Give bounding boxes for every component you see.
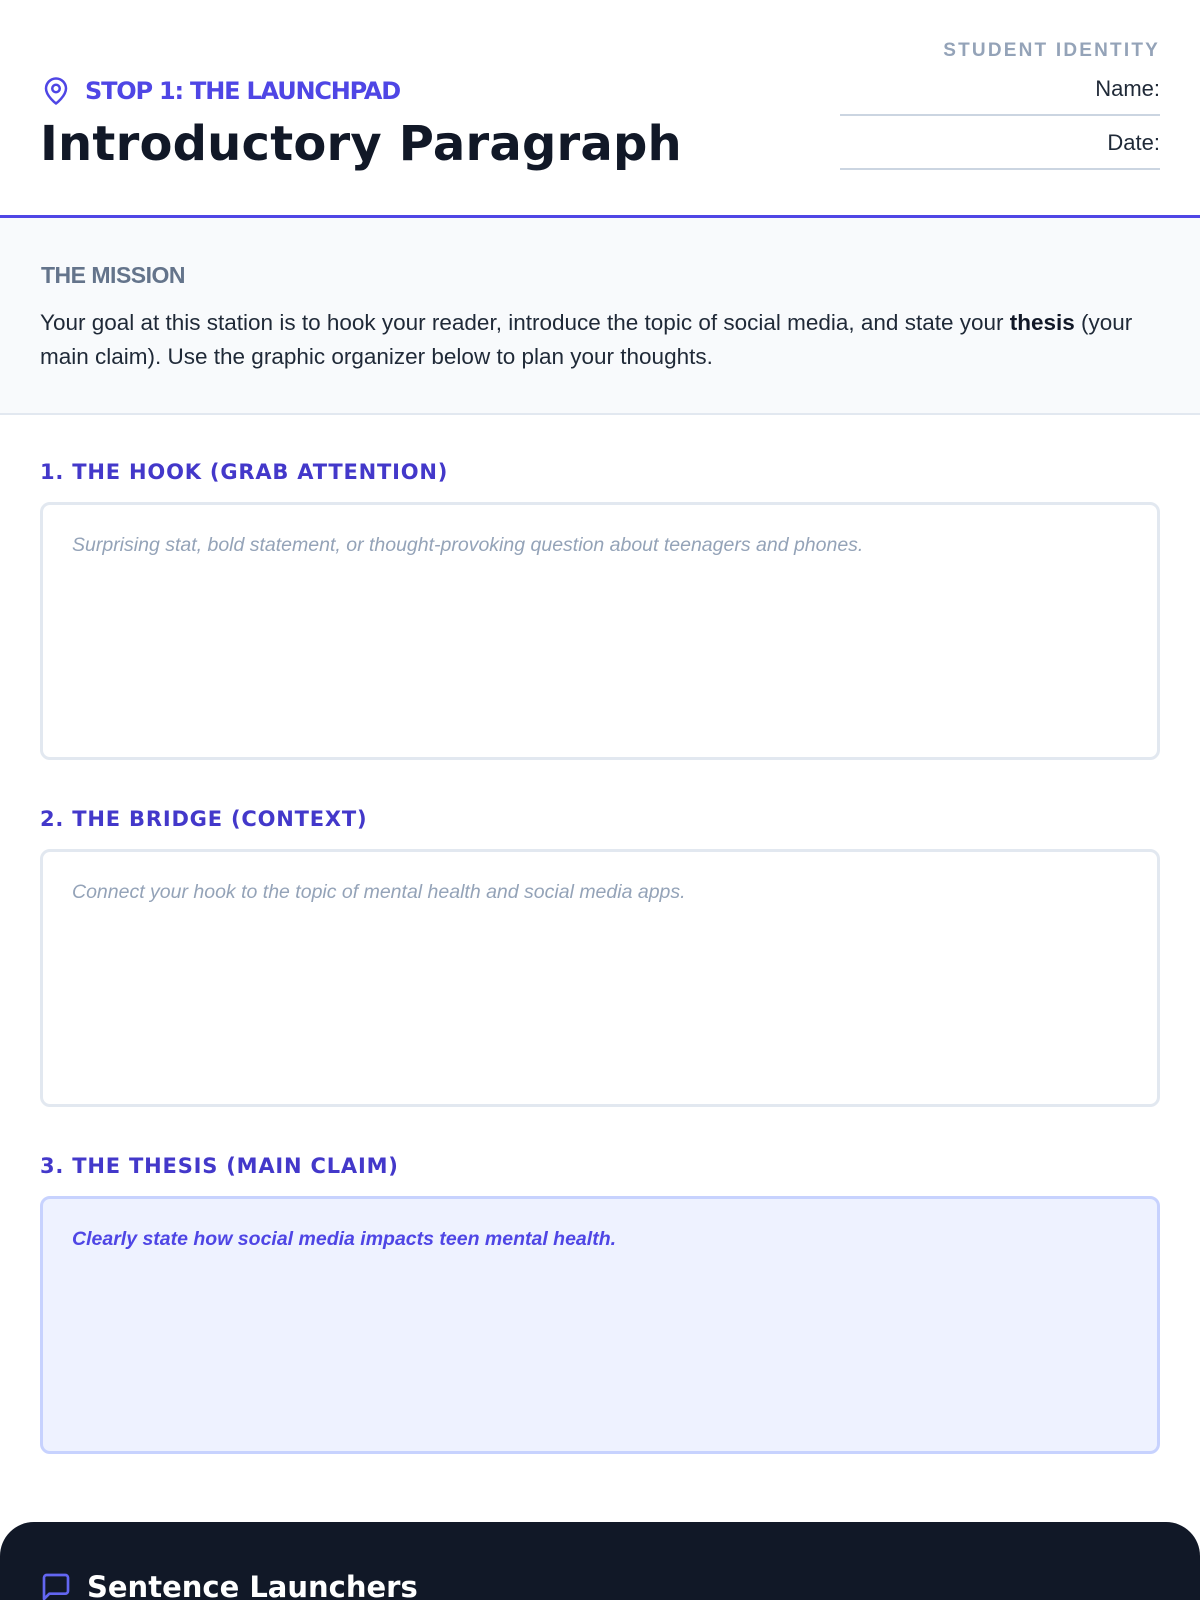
sentence-launchers-panel (0, 1522, 1200, 1600)
hook-placeholder: Surprising stat, bold statement, or thought-provoking question about teenagers and phones. (72, 534, 864, 556)
mission-text-part: Your goal at this station is to hook your reader, introduce the topic of social media, and state your (40, 310, 1010, 335)
mission-text (40, 306, 1160, 374)
bridge-label: 2. THE BRIDGE (CONTEXT) (40, 807, 368, 831)
stop-indicator (41, 75, 400, 107)
mission-panel (0, 218, 1200, 415)
page-header (0, 0, 1200, 218)
date-label: Date: (1107, 130, 1160, 155)
hook-textbox[interactable] (40, 502, 1160, 760)
bridge-textbox[interactable] (40, 849, 1160, 1107)
student-identity-label: STUDENT IDENTITY (943, 40, 1160, 61)
name-field[interactable] (840, 74, 1160, 116)
mission-text-part: (your main claim). Use the graphic organizer below to plan your thoughts. (40, 310, 1133, 369)
hook-label: 1. THE HOOK (GRAB ATTENTION) (40, 460, 449, 484)
sentence-launchers-title: Sentence Launchers (87, 1570, 418, 1600)
message-square-icon (40, 1571, 72, 1600)
page-title: Introductory Paragraph (40, 116, 682, 172)
mission-bold-word: thesis (1009, 310, 1075, 335)
thesis-label: 3. THE THESIS (MAIN CLAIM) (40, 1154, 399, 1178)
student-identity (840, 40, 1160, 170)
name-label: Name: (1095, 76, 1160, 101)
sentence-launchers-heading (40, 1570, 418, 1600)
thesis-textbox[interactable] (40, 1196, 1160, 1454)
map-pin-icon (41, 75, 71, 107)
mission-heading: THE MISSION (41, 262, 186, 288)
stop-label: STOP 1: THE LAUNCHPAD (85, 77, 400, 105)
thesis-placeholder: Clearly state how social media impacts teen mental health. (72, 1228, 617, 1250)
date-field[interactable] (840, 128, 1160, 170)
bridge-placeholder: Connect your hook to the topic of mental health and social media apps. (72, 881, 686, 903)
